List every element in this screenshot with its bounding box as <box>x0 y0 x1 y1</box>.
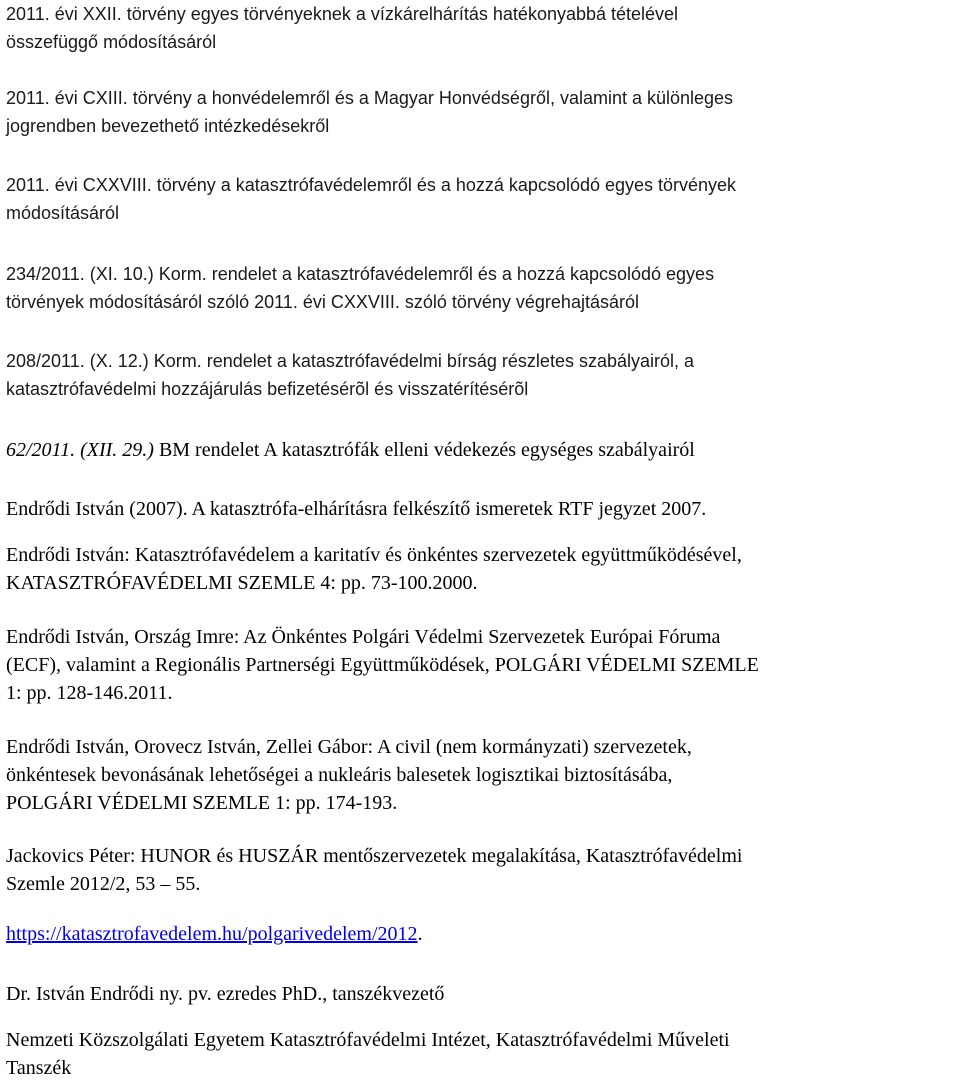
reference-title: BM rendelet A katasztrófák elleni védekezés egységes szabályairól <box>153 439 695 461</box>
reference-bm-decree-62-2011 <box>6 436 958 464</box>
author-name <box>6 980 958 1008</box>
reference-endrodi-orszag-2011 <box>6 623 958 707</box>
reference-endrodi-orovecz-zellei <box>6 733 958 817</box>
reference-decree-234-2011 <box>6 260 958 316</box>
reference-line: 2011. évi CXXVIII. törvény a katasztrófavédelemről és a hozzá kapcsolódó egyes törvények <box>6 175 737 195</box>
reference-line: katasztrófavédelmi hozzájárulás befizetésérõl és visszatérítésérõl <box>6 379 529 399</box>
reference-line: Endrődi István: Katasztrófavédelem a karitatív és önkéntes szervezetek együttműködésével, <box>6 544 742 566</box>
reference-endrodi-2007 <box>6 495 958 523</box>
link-suffix: . <box>417 923 423 945</box>
reference-line: önkéntesek bevonásának lehetőségei a nukleáris balesetek logisztikai biztosításába, <box>6 764 673 786</box>
reference-line: jogrendben bevezethető intézkedésekről <box>6 116 330 136</box>
reference-date-italic: 62/2011. (XII. 29.) <box>6 439 154 461</box>
author-affiliation <box>6 1026 958 1082</box>
reference-line: Dr. István Endrődi ny. pv. ezredes PhD., tanszékvezető <box>6 983 445 1005</box>
reference-line: módosításáról <box>6 203 120 223</box>
reference-line: Endrődi István, Orovecz István, Zellei Gábor: A civil (nem kormányzati) szervezetek, <box>6 736 692 758</box>
reference-line: Nemzeti Közszolgálati Egyetem Katasztrófavédelmi Intézet, Katasztrófavédelmi Műveleti <box>6 1029 730 1051</box>
reference-line: 234/2011. (XI. 10.) Korm. rendelet a katasztrófavédelemről és a hozzá kapcsolódó egyes <box>6 264 715 284</box>
reference-line: 2011. évi CXIII. törvény a honvédelemről és a Magyar Honvédségről, valamint a különleges <box>6 88 734 108</box>
katasztrofavedelem-link[interactable]: https://katasztrofavedelem.hu/polgarivedelem/2012 <box>6 923 418 945</box>
reference-jackovics-2012 <box>6 842 958 898</box>
reference-line: Tanszék <box>6 1057 72 1079</box>
reference-line: POLGÁRI VÉDELMI SZEMLE 1: pp. 174-193. <box>6 792 398 814</box>
reference-line <box>6 436 958 464</box>
reference-endrodi-2000 <box>6 541 958 597</box>
reference-line: 1: pp. 128-146.2011. <box>6 682 173 704</box>
reference-act-2011-cxxviii <box>6 171 958 227</box>
reference-line: összefüggő módosításáról <box>6 32 217 52</box>
reference-act-2011-cxiii <box>6 84 958 140</box>
reference-line: Endrődi István, Ország Imre: Az Önkéntes Polgári Védelmi Szervezetek Európai Fóruma <box>6 626 721 648</box>
reference-line: törvények módosításáról szóló 2011. évi CXXVIII. szóló törvény végrehajtásáról <box>6 292 639 312</box>
reference-line: Endrődi István (2007). A katasztrófa-elhárításra felkészítő ismeretek RTF jegyzet 2007. <box>6 498 707 520</box>
reference-line: 208/2011. (X. 12.) Korm. rendelet a katasztrófavédelmi bírság részletes szabályairól, a <box>6 351 695 371</box>
reference-line <box>6 920 958 948</box>
reference-decree-208-2011 <box>6 347 958 403</box>
reference-line: KATASZTRÓFAVÉDELMI SZEMLE 4: pp. 73-100.2000. <box>6 572 478 594</box>
reference-line: (ECF), valamint a Regionális Partnerségi Együttműködések, POLGÁRI VÉDELMI SZEMLE <box>6 654 759 676</box>
reference-web-link <box>6 920 958 948</box>
reference-line: 2011. évi XXII. törvény egyes törvényeknek a vízkárelhárítás hatékonyabbá tételével <box>6 4 679 24</box>
reference-line: Szemle 2012/2, 53 – 55. <box>6 873 201 895</box>
reference-line: Jackovics Péter: HUNOR és HUSZÁR mentőszervezetek megalakítása, Katasztrófavédelmi <box>6 845 743 867</box>
reference-act-2011-xxii <box>6 0 958 56</box>
